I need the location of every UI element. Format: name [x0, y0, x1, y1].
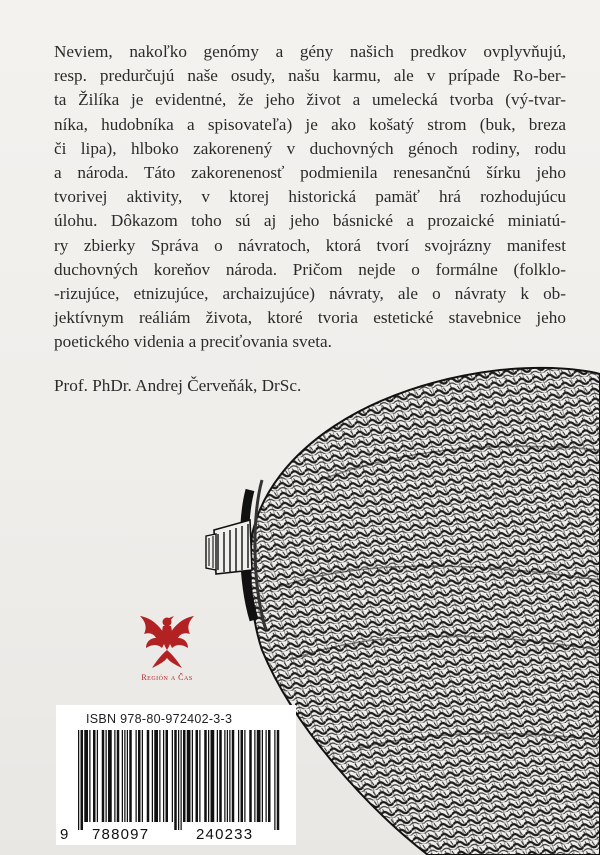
barcode-bar	[172, 730, 173, 822]
barcode-bar	[174, 730, 177, 830]
publisher-logo	[126, 608, 208, 682]
blurb-line: ta Žilíka je evidentné, že jeho život a umelecká tvorba (vý-tvar-	[54, 90, 566, 110]
blurb-line: níka, hudobníka a spisovateľa) je ako košatý strom (buk, breza	[54, 114, 566, 134]
barcode-bar	[266, 730, 267, 822]
phoenix-icon	[132, 608, 202, 670]
barcode-bar	[102, 730, 105, 822]
barcode-bar	[129, 730, 132, 822]
blurb-line: poetického videnia a preciťovania sveta.	[54, 332, 332, 352]
barcode-bar	[244, 730, 245, 822]
barcode-bar	[81, 730, 84, 830]
blurb-line: a národa. Táto zakorenenosť podmienila renesančnú šírku jeho	[54, 163, 566, 183]
barcode-bar	[108, 730, 112, 822]
barcode-bar	[84, 730, 88, 822]
blurb-line: úlohu. Dôkazom toho sú aj jeho básnické a prozaické miniatú-	[54, 211, 566, 231]
barcode-first-digit: 9	[60, 826, 70, 843]
barcode-bar	[219, 730, 222, 822]
blurb-line: Neviem, nakoľko genómy a gény našich predkov ovplyvňujú,	[54, 42, 566, 61]
barcode-bar	[154, 730, 158, 822]
barcode-bar	[114, 730, 115, 822]
barcode-bar	[122, 730, 123, 822]
barcode-bar	[127, 730, 128, 822]
barcode-bar	[227, 730, 228, 822]
barcode-bar	[254, 730, 255, 822]
barcode-bar	[211, 730, 215, 822]
barcode-bar	[187, 730, 191, 822]
barcode-bar	[232, 730, 235, 822]
barcode-bar	[268, 730, 271, 822]
barcode-bar	[124, 730, 125, 822]
barcode-bar	[152, 730, 153, 822]
barcode-bar	[274, 730, 275, 830]
barcode-bar	[78, 730, 79, 830]
barcode-right-digits: 240233	[196, 826, 254, 843]
barcode-bar	[217, 730, 218, 822]
blurb-line: jektívnym reáliám života, ktoré tvoria estetické stavebnice jeho	[54, 308, 566, 328]
barcode-bar	[192, 730, 193, 822]
barcode-bar	[178, 730, 179, 830]
barcode-left-digits: 788097	[92, 826, 150, 843]
blurb-line: resp. predurčujú naše osudy, našu karmu, ale v prípade Ro-ber-	[54, 66, 566, 86]
barcode-bar	[277, 730, 280, 830]
barcode-bar	[199, 730, 200, 822]
barcode-bar	[159, 730, 160, 822]
ean-barcode	[74, 730, 286, 830]
publisher-name: Región a Čas	[141, 673, 193, 682]
barcode-bar	[238, 730, 239, 822]
barcode-bar	[89, 730, 90, 822]
barcode-bar	[229, 730, 230, 822]
blurb-line: či lipa), hlboko zakorenený v duchovných génoch rodiny, rodu	[54, 138, 566, 158]
barcode-bar	[106, 730, 107, 822]
blurb-line: ry zbierky Správa o návratoch, ktorá tvorí svojrázny manifest	[54, 235, 566, 255]
barcode-bar	[147, 730, 150, 822]
barcode-bar	[166, 730, 169, 822]
blurb-text	[54, 40, 566, 355]
barcode-bar	[249, 730, 252, 822]
basket-neck-tip	[206, 520, 252, 574]
barcode-bar	[138, 730, 141, 822]
barcode-bar	[97, 730, 98, 822]
barcode-bar	[142, 730, 143, 822]
author-signature: Prof. PhDr. Andrej Červeňák, DrSc.	[54, 376, 302, 395]
barcode-bar	[181, 730, 182, 830]
barcode-bar	[93, 730, 96, 822]
barcode-bar	[136, 730, 137, 822]
blurb-line: duchovných koreňov národa. Pričom nejde o formálne (folklo-	[54, 259, 566, 279]
barcode-bar	[163, 730, 164, 822]
barcode-bar	[262, 730, 263, 822]
barcode-bar	[208, 730, 209, 822]
barcode-bar	[183, 730, 186, 822]
blurb-line: tvorivej aktivity, v ktorej historická pamäť hrá rozhodujúcu	[54, 187, 566, 207]
barcode-bar	[241, 730, 244, 822]
barcode-bar	[117, 730, 120, 822]
barcode-bar	[204, 730, 207, 822]
blurb-line: -rizujúce, etnizujúce, archaizujúce) návraty, ale o návraty k ob-	[54, 284, 566, 304]
barcode-bar	[224, 730, 225, 822]
barcode-bar	[257, 730, 261, 822]
barcode-bar	[196, 730, 199, 822]
isbn-label: ISBN 978-80-972402-3-3	[86, 712, 233, 726]
